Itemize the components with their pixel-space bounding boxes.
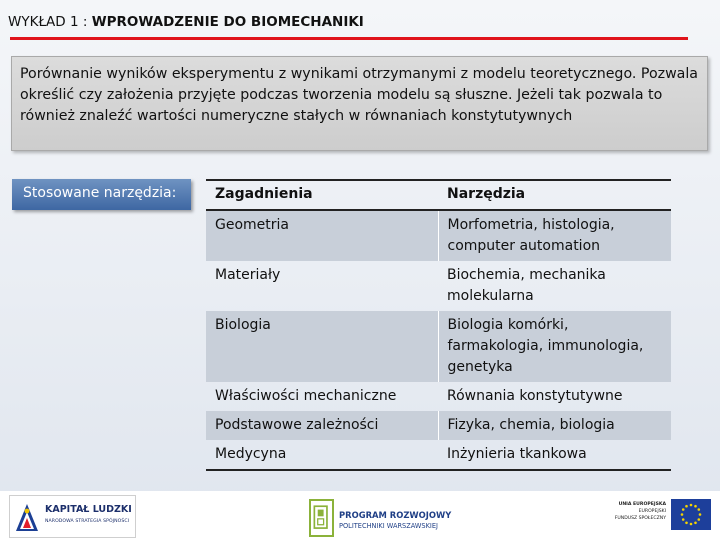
eu-flag-icon	[671, 499, 711, 530]
table-row	[206, 311, 671, 382]
eu-line-2: EUROPEJSKI	[638, 509, 666, 514]
slide-title-prefix: WYKŁAD 1 :	[8, 14, 92, 30]
eu-line-3: FUNDUSZ SPOŁECZNY	[614, 516, 666, 521]
topic-cell: Medycyna	[215, 446, 287, 462]
program-rozwojowy-logo	[309, 499, 461, 539]
program-rozwojowy-emblem-icon	[309, 499, 334, 537]
tools-cell: Morfometria, histologia, computer automation	[438, 210, 671, 261]
program-line-2: POLITECHNIKI WARSZAWSKIEJ	[339, 522, 438, 530]
table-header-row	[206, 180, 671, 210]
tools-cell: Biochemia, mechanika molekularna	[447, 267, 606, 304]
tools-cell: Inżynieria tkankowa	[447, 446, 587, 462]
slide-title-main: WPROWADZENIE DO BIOMECHANIKI	[91, 14, 364, 30]
table-row	[206, 382, 671, 411]
tools-label-text: Stosowane narzędzia:	[23, 185, 177, 201]
topic-cell: Właściwości mechaniczne	[215, 388, 397, 404]
eu-fund-logo	[594, 495, 712, 537]
table-row	[206, 210, 671, 261]
topic-cell: Podstawowe zależności	[206, 411, 438, 440]
intro-text: Porównanie wyników eksperymentu z wynikami otrzymanymi z modelu teoretycznego. Pozwala określić czy założenia przyjęte podczas tworzenia modelu są słuszne. Jeżeli tak pozwala to również znaleźć wartości numeryczne stałych w równaniach konstytutywnych	[20, 66, 698, 124]
slide-title	[8, 14, 364, 30]
topic-cell: Biologia	[206, 311, 438, 382]
kapital-ludzki-emblem-icon	[14, 502, 40, 533]
table-row	[206, 440, 671, 470]
kapital-ludzki-title: KAPITAŁ LUDZKI	[45, 504, 132, 515]
topic-cell: Geometria	[206, 210, 438, 261]
tools-cell: Fizyka, chemia, biologia	[438, 411, 671, 440]
kapital-ludzki-logo	[9, 495, 136, 538]
topic-cell: Materiały	[215, 267, 281, 283]
table-row	[206, 411, 671, 440]
table-row	[206, 261, 671, 311]
tools-cell: Biologia komórki, farmakologia, immunologia, genetyka	[438, 311, 671, 382]
program-line-1: PROGRAM ROZWOJOWY	[339, 510, 452, 520]
topics-table	[206, 179, 671, 471]
intro-box	[11, 56, 708, 151]
eu-line-1: UNIA EUROPEJSKA	[618, 502, 666, 507]
tools-label	[12, 179, 191, 210]
kapital-ludzki-subtitle: NARODOWA STRATEGIA SPÓJNOŚCI	[45, 519, 130, 524]
title-underline	[10, 37, 688, 40]
header-tools: Narzędzia	[447, 186, 526, 202]
header-topics: Zagadnienia	[215, 186, 313, 202]
tools-cell: Równania konstytutywne	[447, 388, 623, 404]
